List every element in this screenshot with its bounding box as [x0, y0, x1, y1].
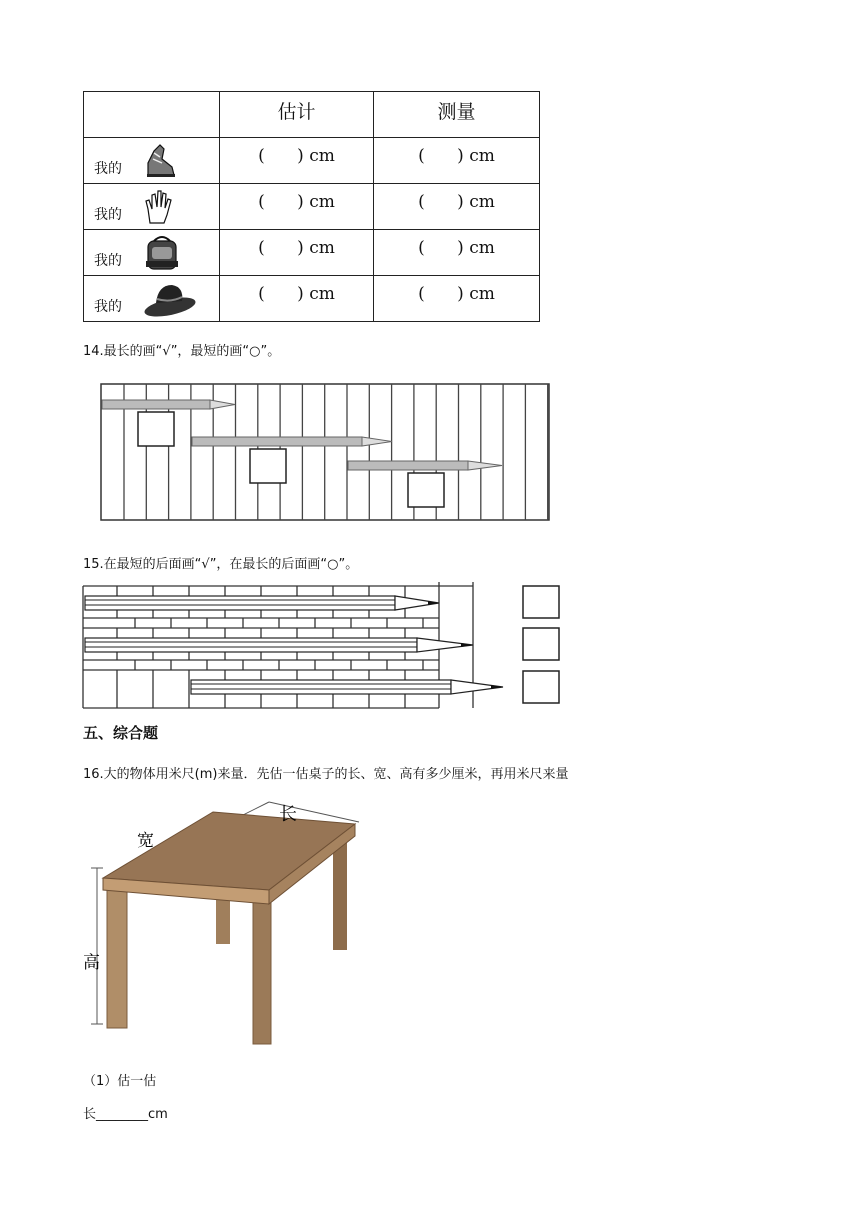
- pencil-middle: [85, 638, 473, 652]
- answer-box-bottom[interactable]: [523, 671, 559, 703]
- table-row: [84, 230, 540, 276]
- pencil-grid-figure-14: [100, 382, 552, 524]
- row-label: 我的: [94, 253, 122, 269]
- table-row: [84, 184, 540, 230]
- estimate-blank[interactable]: ( ) cm: [258, 237, 335, 258]
- measure-blank[interactable]: ( ) cm: [418, 237, 495, 258]
- hat-icon: [142, 279, 198, 319]
- measure-blank[interactable]: ( ) cm: [418, 145, 495, 166]
- header-measure: 测量: [437, 101, 476, 123]
- question-14: 14.最长的画“√”，最短的画“○”。: [83, 344, 281, 359]
- row-label: 我的: [94, 161, 122, 177]
- measure-blank[interactable]: ( ) cm: [418, 283, 495, 304]
- label-width: 宽: [137, 831, 154, 851]
- sub-question-1: （1）估一估: [83, 1074, 157, 1089]
- pencil-brick-figure-15: [83, 582, 563, 710]
- pencil-3: [348, 461, 502, 470]
- shoe-icon: [142, 141, 178, 181]
- table-header-row: [84, 92, 540, 138]
- section-title: 五、综合题: [83, 724, 159, 742]
- question-15: 15.在最短的后面画“√”，在最长的后面画“○”。: [83, 557, 359, 572]
- row-label: 我的: [94, 207, 122, 223]
- estimate-blank[interactable]: ( ) cm: [258, 145, 335, 166]
- label-height: 高: [83, 953, 100, 973]
- hand-icon: [142, 187, 178, 227]
- answer-box-1[interactable]: [138, 412, 174, 446]
- pencil-1: [102, 400, 235, 409]
- schoolbag-icon: [142, 233, 182, 273]
- estimate-measure-table: [83, 91, 540, 322]
- measure-blank[interactable]: ( ) cm: [418, 191, 495, 212]
- answer-length[interactable]: 长________cm: [83, 1107, 168, 1122]
- estimate-blank[interactable]: ( ) cm: [258, 283, 335, 304]
- answer-box-2[interactable]: [250, 449, 286, 483]
- header-estimate: 估计: [277, 101, 316, 123]
- pencil-top: [85, 596, 439, 610]
- table-header-blank: [84, 92, 220, 138]
- label-length: 长: [279, 804, 297, 825]
- question-16: 16.大的物体用米尺(m)来量．先估一估桌子的长、宽、高有多少厘米，再用米尺来量: [83, 767, 569, 782]
- table-row: [84, 138, 540, 184]
- estimate-blank[interactable]: ( ) cm: [258, 191, 335, 212]
- table-row: [84, 276, 540, 322]
- row-label: 我的: [94, 299, 122, 315]
- table-illustration: [83, 798, 373, 1048]
- pencil-bottom: [191, 680, 503, 694]
- answer-box-top[interactable]: [523, 586, 559, 618]
- answer-box-middle[interactable]: [523, 628, 559, 660]
- pencil-2: [192, 437, 392, 446]
- answer-box-3[interactable]: [408, 473, 444, 507]
